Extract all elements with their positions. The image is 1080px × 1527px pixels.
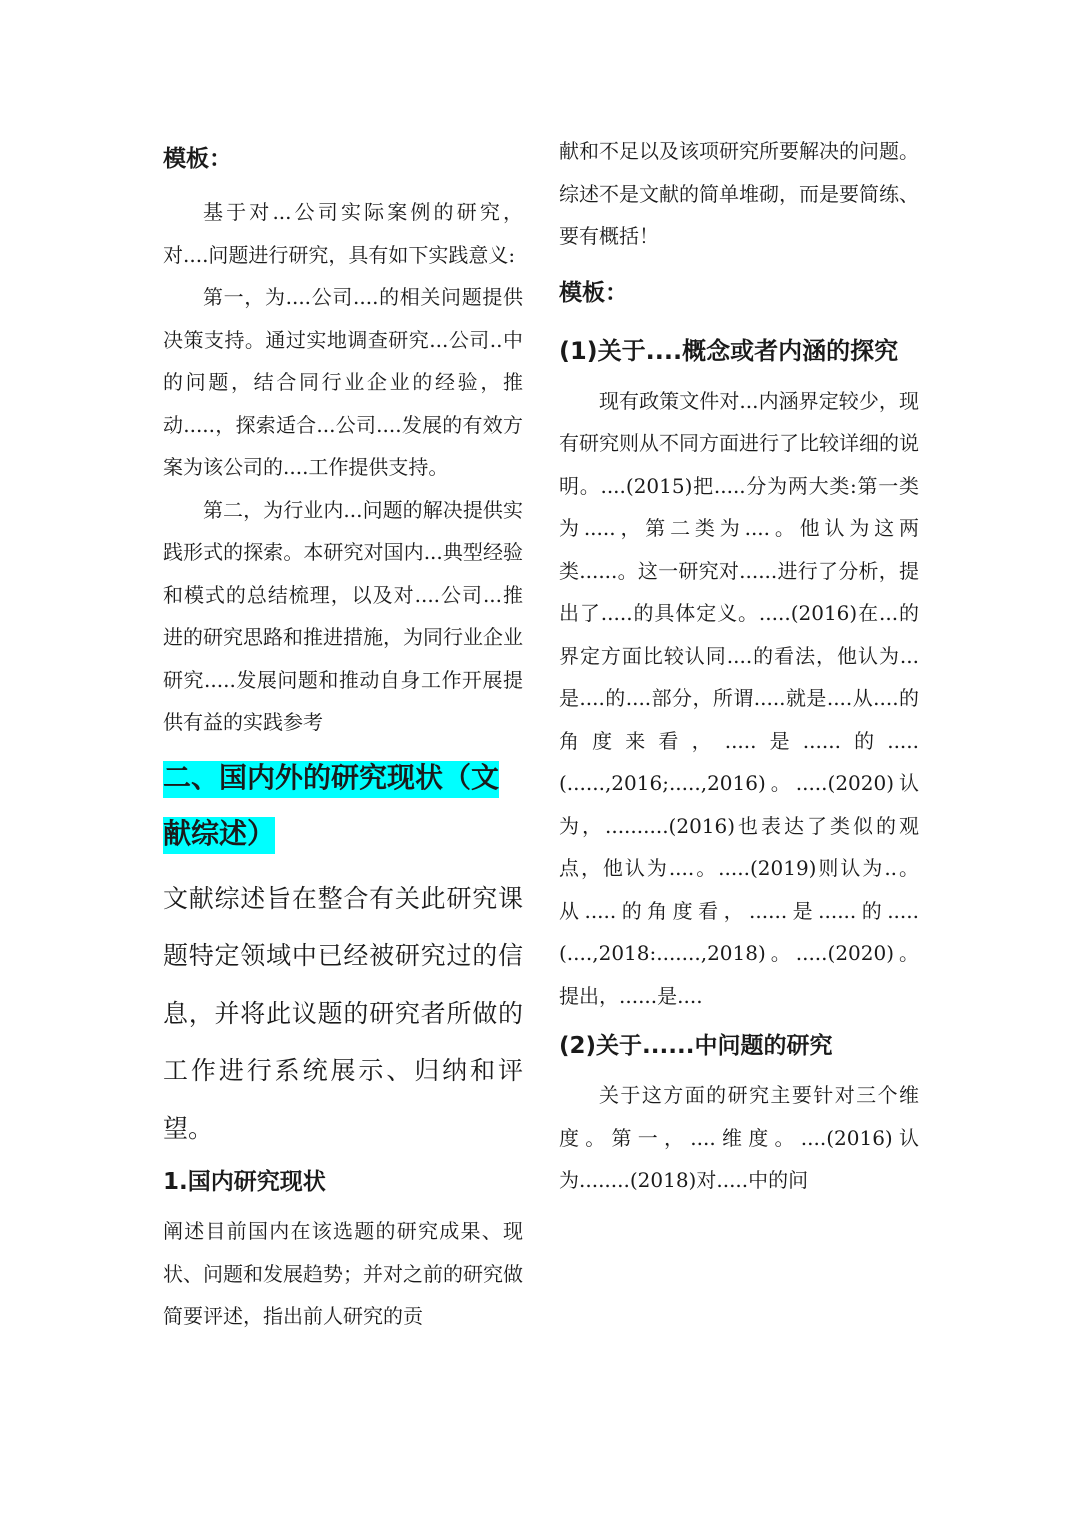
- concept-research-paragraph: 现有政策文件对...内涵界定较少，现有研究则从不同方面进行了比较详细的说明。....(2015)把.....分为两大类:第一类为.....，第二类为....。他认为这两类......。这一研究对......进行了分析，提出了.....的具体定义。.....(2016)在...的界定方面比较认同....的看法，他认为...是....的....部分，所谓.....就是....从....的角度来看，.....是......的.....(......,2016;.....,2016)。.....(2020)认为，..........(2016)也表达了类似的观点，他认为....。.....(2019)则认为..。从.....的角度看，......是......的.....(....,2018:.......,2018)。.....(2020)。提出，......是....: [559, 388, 919, 1008]
- template-heading: 模板：: [163, 146, 232, 172]
- template-heading-right: 模板：: [559, 279, 628, 306]
- first-point-paragraph: 第一，为....公司....的相关问题提供决策支持。通过实地调查研究...公司..中的问题，结合同行业企业的经验，推动.....，探索适合...公司....发展的有效方案为该公司的....工作提供支持。: [163, 285, 523, 479]
- right-column: [559, 130, 919, 1202]
- highlighted-section-title: 二、国内外的研究现状（文献综述）: [163, 761, 499, 854]
- domestic-research-paragraph: 阐述目前国内在该选题的研究成果、现状、问题和发展趋势；并对之前的研究做简要评述，指出前人研究的贡: [163, 1219, 523, 1328]
- problem-research-heading: (2)关于......中问题的研究: [559, 1033, 833, 1059]
- problem-research-paragraph: 关于这方面的研究主要针对三个维度。第一，....维度。....(2016)认为........(2018)对.....中的问: [559, 1083, 919, 1192]
- intro-paragraph: 基于对...公司实际案例的研究，对....问题进行研究，具有如下实践意义:: [163, 200, 523, 267]
- domestic-research-heading: 1.国内研究现状: [163, 1169, 326, 1195]
- literature-review-lead-paragraph: 文献综述旨在整合有关此研究课题特定领域中已经被研究过的信息，并将此议题的研究者所做的工作进行系统展示、归纳和评望。: [163, 883, 523, 1143]
- section-heading-literature-review: [163, 750, 523, 862]
- left-column: [163, 130, 523, 1338]
- second-point-paragraph: 第二，为行业内...问题的解决提供实践形式的探索。本研究对国内...典型经验和模式的总结梳理，以及对....公司...推进的研究思路和推进措施，为同行业企业研究.....发展问题和推动自身工作开展提供有益的实践参考: [163, 497, 523, 734]
- continued-paragraph: 献和不足以及该项研究所要解决的问题。综述不是文献的简单堆砌，而是要简练、要有概括！: [559, 139, 919, 248]
- concept-research-heading: (1)关于....概念或者内涵的探究: [559, 336, 899, 365]
